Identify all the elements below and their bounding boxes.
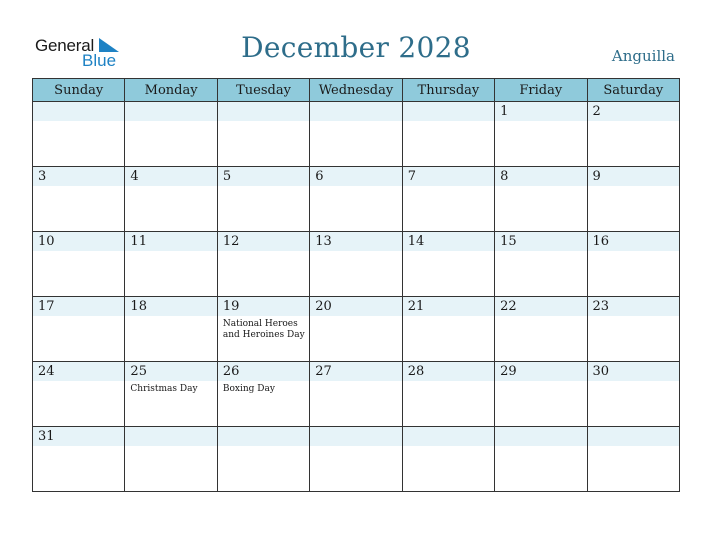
day-number: 8 [500, 169, 509, 184]
day-cell [125, 297, 217, 362]
day-number: 7 [407, 169, 416, 184]
country-label: Anguilla [611, 47, 675, 65]
day-cell-band [33, 362, 124, 381]
day-cell-band [588, 167, 679, 186]
day-number: 12 [222, 234, 240, 249]
week-row [33, 102, 680, 167]
day-number: 14 [407, 234, 425, 249]
day-cell-band [125, 232, 216, 251]
weekday-header: Wednesday [310, 79, 402, 102]
day-cell [495, 362, 587, 427]
day-number: 2 [592, 104, 601, 119]
day-cell [125, 362, 217, 427]
day-number: 30 [592, 364, 610, 379]
day-number: 20 [315, 299, 332, 314]
day-cell [587, 167, 679, 232]
day-cell [217, 297, 309, 362]
day-cell-band [495, 297, 586, 316]
day-number: 17 [38, 299, 55, 314]
day-number: 16 [592, 234, 610, 249]
week-row [33, 427, 680, 492]
holiday-label: Christmas Day [130, 384, 198, 394]
day-cell-band [310, 297, 401, 316]
calendar-grid [32, 78, 680, 492]
day-cell-band [218, 232, 309, 251]
day-cell [587, 297, 679, 362]
day-number: 22 [500, 299, 517, 314]
day-cell [33, 297, 125, 362]
day-cell-band [33, 102, 124, 121]
day-number: 27 [315, 364, 332, 379]
weekday-header: Saturday [587, 79, 679, 102]
week-row [33, 167, 680, 232]
day-cell-band [403, 297, 494, 316]
day-cell-band [403, 167, 494, 186]
weekday-header-row [33, 79, 680, 102]
day-number: 18 [130, 299, 147, 314]
day-cell-band [125, 362, 216, 381]
day-cell-band [33, 427, 124, 446]
day-cell-band [403, 427, 494, 446]
day-cell [402, 232, 494, 297]
day-cell-band [310, 427, 401, 446]
day-cell-band [125, 427, 216, 446]
day-cell [125, 427, 217, 492]
day-cell [402, 297, 494, 362]
day-cell [495, 167, 587, 232]
logo-blue-text: Blue [82, 51, 117, 70]
day-cell [217, 102, 309, 167]
day-number: 24 [38, 364, 55, 379]
day-cell-band [588, 362, 679, 381]
day-cell [402, 167, 494, 232]
day-number: 29 [500, 364, 517, 379]
day-cell [402, 102, 494, 167]
day-cell-band [403, 102, 494, 121]
day-number: 21 [407, 299, 425, 314]
day-number: 15 [500, 234, 517, 249]
day-number: 3 [38, 169, 47, 184]
day-cell [217, 362, 309, 427]
day-cell [217, 167, 309, 232]
day-cell-band [218, 102, 309, 121]
day-number: 13 [315, 234, 332, 249]
day-cell [33, 167, 125, 232]
day-cell-band [33, 167, 124, 186]
day-cell-band [495, 167, 586, 186]
day-cell [125, 167, 217, 232]
day-number: 28 [407, 364, 425, 379]
weekday-header: Monday [125, 79, 217, 102]
day-cell [125, 232, 217, 297]
holiday-label: National Heroes and Heroines Day [222, 319, 305, 340]
day-cell-band [495, 102, 586, 121]
day-cell [310, 167, 402, 232]
day-cell [402, 427, 494, 492]
day-number: 1 [500, 104, 509, 119]
day-cell-band [495, 232, 586, 251]
day-cell-band [495, 362, 586, 381]
day-cell [587, 427, 679, 492]
day-number: 5 [222, 169, 232, 184]
day-number: 25 [130, 364, 147, 379]
week-row [33, 362, 680, 427]
day-number: 4 [130, 169, 139, 184]
day-cell-band [218, 362, 309, 381]
day-cell-band [33, 297, 124, 316]
day-cell-band [310, 362, 401, 381]
logo-general-text: General [35, 36, 95, 55]
day-number: 26 [222, 364, 240, 379]
day-cell-band [218, 427, 309, 446]
day-cell [495, 102, 587, 167]
day-cell-band [588, 297, 679, 316]
day-cell [495, 427, 587, 492]
weekday-header: Friday [495, 79, 587, 102]
day-cell-band [310, 167, 401, 186]
day-cell-band [588, 427, 679, 446]
day-cell [310, 232, 402, 297]
day-number: 6 [315, 169, 324, 184]
holiday-label: Boxing Day [222, 384, 275, 394]
day-number: 31 [38, 429, 55, 444]
day-cell [217, 232, 309, 297]
day-cell-band [495, 427, 586, 446]
day-number: 11 [130, 234, 147, 249]
day-cell [33, 102, 125, 167]
day-cell [402, 362, 494, 427]
week-row [33, 232, 680, 297]
day-cell-band [125, 167, 216, 186]
weekday-header: Sunday [33, 79, 125, 102]
day-number: 9 [592, 169, 601, 184]
weekday-header: Tuesday [217, 79, 309, 102]
day-cell-band [218, 297, 309, 316]
day-cell [125, 102, 217, 167]
week-row [33, 297, 680, 362]
day-cell [495, 232, 587, 297]
calendar-title: December 2028 [241, 31, 471, 64]
day-cell [495, 297, 587, 362]
day-cell [33, 232, 125, 297]
day-cell-band [310, 232, 401, 251]
day-cell [587, 102, 679, 167]
day-cell-band [588, 102, 679, 121]
day-cell [33, 362, 125, 427]
day-cell-band [310, 102, 401, 121]
day-cell-band [403, 232, 494, 251]
day-cell [310, 102, 402, 167]
day-cell [310, 362, 402, 427]
weekday-header: Thursday [402, 79, 494, 102]
day-cell-band [33, 232, 124, 251]
day-cell-band [403, 362, 494, 381]
day-cell [310, 297, 402, 362]
day-number: 23 [592, 299, 610, 314]
day-number: 19 [222, 299, 240, 314]
day-cell [587, 362, 679, 427]
day-cell-band [125, 297, 216, 316]
day-cell [33, 427, 125, 492]
day-cell [587, 232, 679, 297]
day-cell-band [588, 232, 679, 251]
day-cell [310, 427, 402, 492]
day-cell-band [125, 102, 216, 121]
day-cell-band [218, 167, 309, 186]
day-cell [217, 427, 309, 492]
day-number: 10 [38, 234, 55, 249]
